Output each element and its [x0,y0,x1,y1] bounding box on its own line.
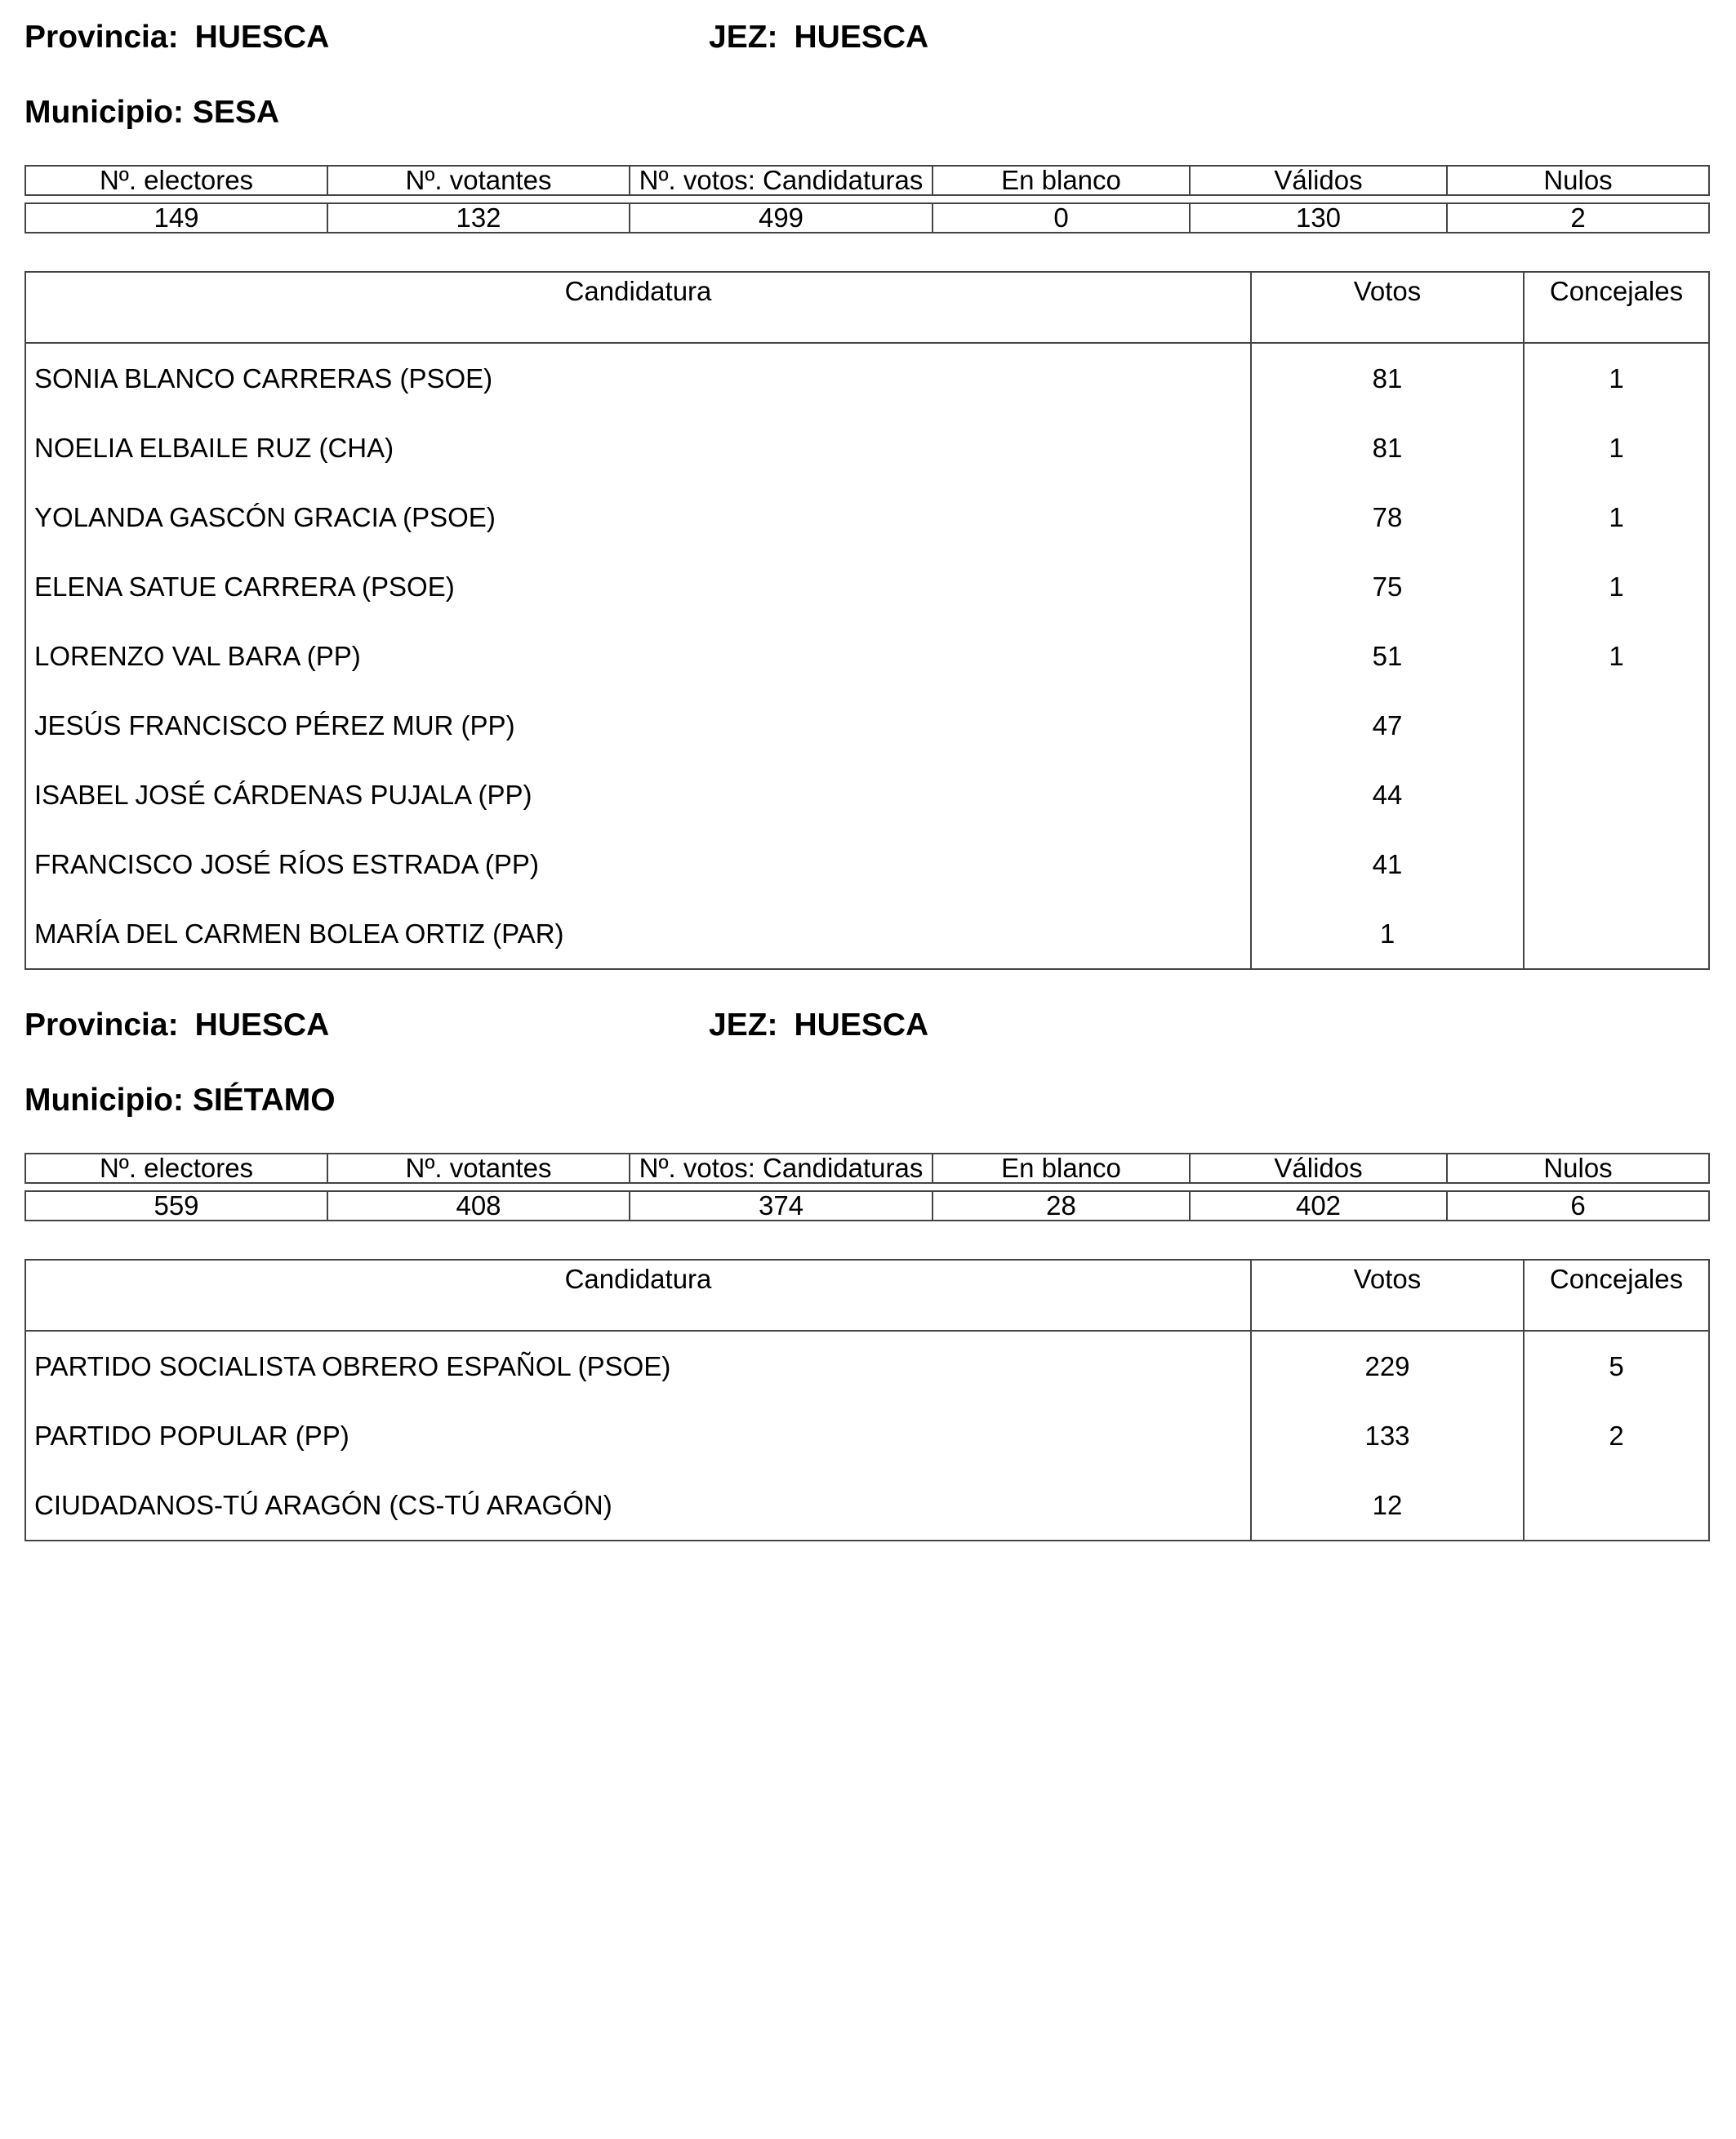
candidato-name: PARTIDO SOCIALISTA OBRERO ESPAÑOL (PSOE) [34,1350,671,1381]
en-blanco-value: 28 [933,1191,1190,1221]
en-blanco-value: 0 [933,203,1190,233]
concejales-header: Concejales [1524,1260,1709,1331]
table-row [25,343,1709,413]
municipio-heading: Municipio: SESA [24,95,280,130]
section-sietamo [24,1004,1708,1543]
concejales-value: 1 [1524,343,1709,413]
summary-value-row [25,1191,1709,1221]
votantes-value: 132 [327,203,630,233]
concejales-value: 5 [1524,1331,1709,1401]
table-row [25,1331,1709,1401]
votos-header: Votos [1251,1260,1524,1331]
electores-value: 559 [25,1191,327,1221]
table-row [25,691,1709,760]
votos-value: 81 [1251,343,1524,413]
table-row [25,482,1709,552]
concejales-value [1524,691,1709,760]
candidato-name: SONIA BLANCO CARRERAS (PSOE) [34,362,493,394]
concejales-value [1524,1470,1709,1541]
votos-value: 12 [1251,1470,1524,1541]
provincia-heading: Provincia: HUESCA [24,1007,330,1043]
summary-header: Válidos [1190,166,1447,195]
candidato-name: JESÚS FRANCISCO PÉREZ MUR (PP) [34,709,515,740]
summary-header: Nº. electores [25,1154,327,1183]
votos-value: 44 [1251,760,1524,829]
votos-candidaturas-value: 374 [630,1191,933,1221]
summary-header: En blanco [933,166,1190,195]
summary-header: Nº. electores [25,166,327,195]
summary-header: Nº. votantes [327,166,630,195]
electores-value: 149 [25,203,327,233]
candidatura-table [24,271,1710,970]
votos-value: 133 [1251,1401,1524,1470]
summary-header: En blanco [933,1154,1190,1183]
votos-value: 47 [1251,691,1524,760]
section-sesa [24,16,1708,963]
votos-value: 75 [1251,552,1524,621]
candidatura-header: Candidatura [25,1260,1251,1331]
summary-header-row [25,1154,1709,1183]
summary-table [24,165,1710,233]
jez-heading: JEZ: HUESCA [709,1007,929,1043]
nulos-value: 6 [1447,1191,1709,1221]
concejales-value [1524,899,1709,969]
votos-candidaturas-value: 499 [630,203,933,233]
table-row [25,413,1709,482]
candidatura-table [24,1259,1710,1541]
summary-header: Válidos [1190,1154,1447,1183]
candidatura-header-row [25,1260,1709,1331]
votos-header: Votos [1251,272,1524,343]
candidato-name: PARTIDO POPULAR (PP) [34,1420,349,1451]
concejales-value [1524,829,1709,899]
validos-value: 402 [1190,1191,1447,1221]
votos-value: 1 [1251,899,1524,969]
concejales-value: 1 [1524,552,1709,621]
concejales-value: 1 [1524,621,1709,691]
summary-table [24,1153,1710,1221]
candidato-name: ELENA SATUE CARRERA (PSOE) [34,571,455,602]
candidato-name: CIUDADANOS-TÚ ARAGÓN (CS-TÚ ARAGÓN) [34,1489,612,1520]
table-row [25,829,1709,899]
candidato-name: ISABEL JOSÉ CÁRDENAS PUJALA (PP) [34,779,532,810]
jez-heading: JEZ: HUESCA [709,20,929,55]
candidato-name: LORENZO VAL BARA (PP) [34,640,361,671]
candidato-name: FRANCISCO JOSÉ RÍOS ESTRADA (PP) [34,848,539,879]
candidato-name: YOLANDA GASCÓN GRACIA (PSOE) [34,501,496,532]
votos-value: 78 [1251,482,1524,552]
summary-header: Nº. votos: Candidaturas [630,166,933,195]
votos-value: 51 [1251,621,1524,691]
votos-value: 41 [1251,829,1524,899]
candidatura-header-row [25,272,1709,343]
concejales-value: 1 [1524,482,1709,552]
table-row [25,552,1709,621]
table-row [25,899,1709,969]
validos-value: 130 [1190,203,1447,233]
concejales-value [1524,760,1709,829]
municipio-heading: Municipio: SIÉTAMO [24,1083,336,1118]
candidatura-header: Candidatura [25,272,1251,343]
summary-header: Nulos [1447,1154,1709,1183]
summary-header: Nulos [1447,166,1709,195]
table-row [25,1470,1709,1541]
summary-header-row [25,166,1709,195]
votantes-value: 408 [327,1191,630,1221]
candidato-name: NOELIA ELBAILE RUZ (CHA) [34,432,394,463]
concejales-value: 1 [1524,413,1709,482]
summary-header: Nº. votos: Candidaturas [630,1154,933,1183]
table-row [25,760,1709,829]
concejales-value: 2 [1524,1401,1709,1470]
summary-value-row [25,203,1709,233]
table-row [25,621,1709,691]
nulos-value: 2 [1447,203,1709,233]
provincia-heading: Provincia: HUESCA [24,20,330,55]
candidato-name: MARÍA DEL CARMEN BOLEA ORTIZ (PAR) [34,918,564,949]
concejales-header: Concejales [1524,272,1709,343]
votos-value: 229 [1251,1331,1524,1401]
votos-value: 81 [1251,413,1524,482]
summary-header: Nº. votantes [327,1154,630,1183]
table-row [25,1401,1709,1470]
